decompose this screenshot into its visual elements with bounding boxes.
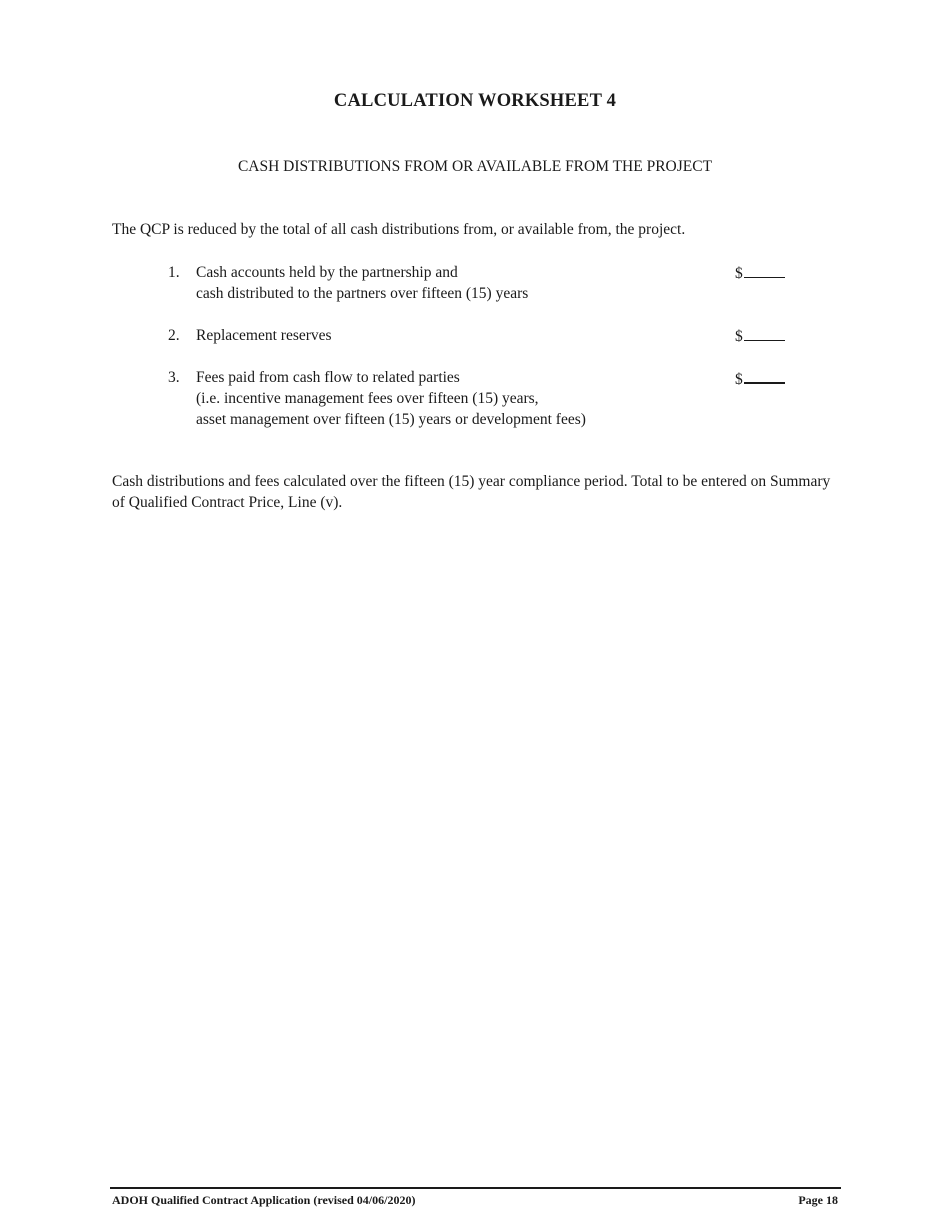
item-number: 2. bbox=[168, 327, 180, 344]
item-line: Replacement reserves bbox=[196, 327, 332, 344]
amount-field bbox=[735, 325, 785, 347]
page-title: CALCULATION WORKSHEET 4 bbox=[333, 91, 617, 111]
item-description bbox=[196, 367, 716, 430]
item-line: cash distributed to the partners over fifteen (15) years bbox=[196, 285, 529, 302]
item-line: (i.e. incentive management fees over fifteen (15) years, bbox=[196, 390, 539, 407]
item-description bbox=[196, 262, 716, 304]
summary-note: Cash distributions and fees calculated over the fifteen (15) year compliance period. Total to be entered on Summary of Qualified Contract Price, Line (v). bbox=[112, 473, 831, 511]
amount-field bbox=[735, 367, 785, 390]
amount-blank[interactable] bbox=[744, 325, 785, 341]
page-subtitle: CASH DISTRIBUTIONS FROM OR AVAILABLE FROM THE PROJECT bbox=[237, 158, 713, 175]
footer-page-number: Page 18 bbox=[798, 1193, 838, 1207]
intro-paragraph: The QCP is reduced by the total of all cash distributions from, or available from, the project. bbox=[112, 221, 686, 238]
item-line: Fees paid from cash flow to related parties bbox=[196, 369, 460, 386]
currency-symbol: $ bbox=[735, 265, 743, 282]
amount-blank[interactable] bbox=[744, 367, 785, 384]
item-line: Cash accounts held by the partnership and bbox=[196, 264, 458, 281]
item-number: 1. bbox=[168, 264, 180, 281]
amount-blank[interactable] bbox=[744, 262, 785, 278]
footer-document-title: ADOH Qualified Contract Application (revised 04/06/2020) bbox=[112, 1193, 416, 1207]
worksheet-item-3 bbox=[168, 367, 798, 431]
item-line: asset management over fifteen (15) years or development fees) bbox=[196, 411, 586, 428]
currency-symbol: $ bbox=[735, 371, 743, 388]
amount-field bbox=[735, 262, 785, 284]
currency-symbol: $ bbox=[735, 328, 743, 345]
item-number: 3. bbox=[168, 369, 180, 386]
item-description bbox=[196, 325, 716, 346]
worksheet-item-1 bbox=[168, 262, 798, 306]
worksheet-item-2 bbox=[168, 325, 798, 347]
footer-divider bbox=[110, 1187, 841, 1189]
